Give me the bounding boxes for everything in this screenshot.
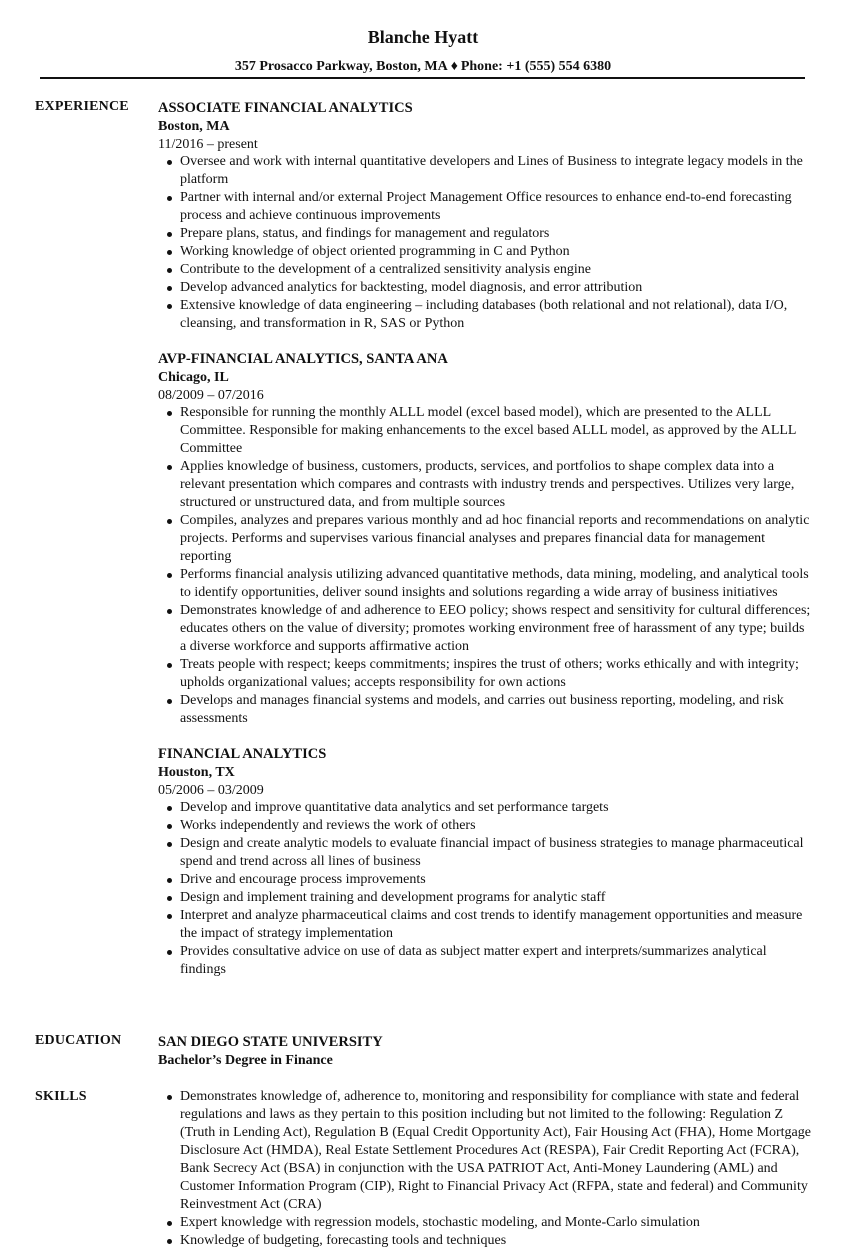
bullet-text: Develop and improve quantitative data analytics and set performance targets <box>180 800 609 815</box>
bullet-icon <box>167 842 172 847</box>
bullet-text: Works independently and reviews the work of others <box>180 818 476 833</box>
skills-body <box>158 1088 813 1250</box>
bullet-text: Provides consultative advice on use of data as subject matter expert and interprets/summarizes analytical findings <box>180 944 767 977</box>
job-dates: 08/2009 – 07/2016 <box>158 388 264 403</box>
bullet-text: Treats people with respect; keeps commitments; inspires the trust of others; works ethically and with integrity; upholds organizational values; accepts responsibility for own actions <box>180 657 799 690</box>
bullet-item <box>158 458 813 512</box>
bullet-item <box>158 943 813 979</box>
bullet-text: Knowledge of budgeting, forecasting tools and techniques <box>180 1233 507 1248</box>
bullet-icon <box>167 663 172 668</box>
job-entry <box>158 349 813 728</box>
bullet-icon <box>167 573 172 578</box>
job-location: Houston, TX <box>158 765 235 780</box>
bullet-item <box>158 189 813 225</box>
address: 357 Prosacco Parkway, Boston, MA <box>234 59 448 74</box>
bullet-text: Drive and encourage process improvements <box>180 872 426 887</box>
bullet-icon <box>167 160 172 165</box>
diamond-separator-icon: ♦ <box>450 59 458 74</box>
section-label-skills: SKILLS <box>35 1089 87 1104</box>
bullet-icon <box>167 196 172 201</box>
bullet-item <box>158 1232 813 1250</box>
bullet-icon <box>167 304 172 309</box>
bullet-text: Responsible for running the monthly ALLL model (excel based model), which are presented to the ALLL Committee. Responsible for making enhancements to the excel based ALLL model, as approved by the ALLL Committee <box>180 405 796 456</box>
bullet-text: Applies knowledge of business, customers, products, services, and portfolios to shape complex data into a relevant presentation which compares and contrasts with industry trends and perspectives. Utilizes very large, structured or unstructured data, and from multiple sources <box>180 459 795 510</box>
bullet-item <box>158 153 813 189</box>
bullet-item <box>158 907 813 943</box>
resume-name: Blanche Hyatt <box>367 27 479 47</box>
bullet-item <box>158 656 813 692</box>
job-bullets <box>158 404 813 728</box>
bullet-item <box>158 512 813 566</box>
bullet-icon <box>167 1095 172 1100</box>
section-label-education: EDUCATION <box>35 1033 122 1048</box>
bullet-text: Prepare plans, status, and findings for management and regulators <box>180 226 550 241</box>
bullet-item <box>158 404 813 458</box>
bullet-item <box>158 602 813 656</box>
bullet-icon <box>167 250 172 255</box>
bullet-item <box>158 799 813 817</box>
bullet-icon <box>167 268 172 273</box>
bullet-text: Contribute to the development of a centralized sensitivity analysis engine <box>180 262 591 277</box>
job-bullets <box>158 153 813 333</box>
bullet-item <box>158 817 813 835</box>
job-title: AVP-FINANCIAL ANALYTICS, SANTA ANA <box>158 351 448 367</box>
contact-line <box>0 58 846 76</box>
school-name: SAN DIEGO STATE UNIVERSITY <box>158 1034 383 1050</box>
bullet-icon <box>167 286 172 291</box>
bullet-icon <box>167 1221 172 1226</box>
bullet-text: Interpret and analyze pharmaceutical claims and cost trends to identify management opportunities and measure the impact of strategy implementation <box>180 908 803 941</box>
bullet-item <box>158 1214 813 1232</box>
bullet-icon <box>167 519 172 524</box>
bullet-item <box>158 1088 813 1214</box>
bullet-icon <box>167 824 172 829</box>
job-bullets <box>158 799 813 979</box>
job-dates: 11/2016 – present <box>158 137 258 152</box>
bullet-icon <box>167 806 172 811</box>
bullet-text: Expert knowledge with regression models, stochastic modeling, and Monte-Carlo simulation <box>180 1215 700 1230</box>
bullet-text: Performs financial analysis utilizing advanced quantitative methods, data mining, modeling, and analytical tools to identify opportunities, deliver sound insights and solutions regarding a wide array of business initiatives <box>180 567 809 600</box>
bullet-item <box>158 566 813 602</box>
experience-body <box>158 98 813 995</box>
bullet-text: Working knowledge of object oriented programming in C and Python <box>180 244 570 259</box>
job-entry <box>158 98 813 333</box>
job-entry <box>158 744 813 979</box>
bullet-text: Develops and manages financial systems and models, and carries out business reporting, modeling, and risk assessments <box>180 693 784 726</box>
bullet-icon <box>167 609 172 614</box>
degree: Bachelor’s Degree in Finance <box>158 1053 333 1068</box>
bullet-item <box>158 225 813 243</box>
bullet-item <box>158 871 813 889</box>
bullet-item <box>158 835 813 871</box>
bullet-text: Develop advanced analytics for backtesting, model diagnosis, and error attribution <box>180 280 643 295</box>
job-title: ASSOCIATE FINANCIAL ANALYTICS <box>158 100 413 116</box>
bullet-icon <box>167 896 172 901</box>
header-divider <box>40 77 805 79</box>
bullet-item <box>158 889 813 907</box>
job-dates: 05/2006 – 03/2009 <box>158 783 264 798</box>
bullet-text: Extensive knowledge of data engineering – including databases (both relational and not relational), data I/O, cleansing, and transformation in R, SAS or Python <box>180 298 788 331</box>
bullet-icon <box>167 950 172 955</box>
bullet-text: Partner with internal and/or external Project Management Office resources to enhance end-to-end forecasting process and achieve continuous improvements <box>180 190 792 223</box>
job-title: FINANCIAL ANALYTICS <box>158 746 327 762</box>
bullet-item <box>158 279 813 297</box>
bullet-item <box>158 261 813 279</box>
bullet-item <box>158 692 813 728</box>
bullet-icon <box>167 914 172 919</box>
bullet-icon <box>167 411 172 416</box>
bullet-item <box>158 297 813 333</box>
job-location: Boston, MA <box>158 119 230 134</box>
skills-bullets <box>158 1088 813 1250</box>
bullet-text: Oversee and work with internal quantitative developers and Lines of Business to integrate legacy models in the platform <box>180 154 803 187</box>
bullet-text: Design and implement training and development programs for analytic staff <box>180 890 606 905</box>
bullet-icon <box>167 878 172 883</box>
bullet-item <box>158 243 813 261</box>
bullet-icon <box>167 232 172 237</box>
job-location: Chicago, IL <box>158 370 229 385</box>
phone: Phone: +1 (555) 554 6380 <box>460 59 612 74</box>
bullet-text: Design and create analytic models to evaluate financial impact of business strategies to manage pharmaceutical spend and trend across all lines of business <box>180 836 804 869</box>
bullet-text: Demonstrates knowledge of, adherence to, monitoring and responsibility for compliance with state and federal regulations and laws as they pertain to this position including but not limited to the following: Regulation Z (Truth in Lending Act), Regulation B (Equal Credit Opportunity Act), Fair Housing Act (FHA), Home Mortgage Disclosure Act (HMDA), Real Estate Settlement Procedures Act (RESPA), Fair Credit Reporting Act (FCRA), Bank Secrecy Act (BSA) in conjunction with the USA PATRIOT Act, Anti-Money Laundering (AML) and Customer Information Program (CIP), Right to Financial Privacy Act (RFPA, state and federal) and Community Reinvestment Act (CRA) <box>180 1089 811 1212</box>
bullet-text: Demonstrates knowledge of and adherence to EEO policy; shows respect and sensitivity for cultural differences; educates others on the value of diversity; promotes working environment free of harassment of any type; builds a diverse workforce and supports affirmative action <box>180 603 811 654</box>
bullet-text: Compiles, analyzes and prepares various monthly and ad hoc financial reports and recommendations on analytic projects. Performs and supervises various financial analyses and prepares financial data for management reporting <box>180 513 810 564</box>
education-body <box>158 1032 813 1070</box>
bullet-icon <box>167 699 172 704</box>
section-label-experience: EXPERIENCE <box>35 99 129 114</box>
bullet-icon <box>167 465 172 470</box>
